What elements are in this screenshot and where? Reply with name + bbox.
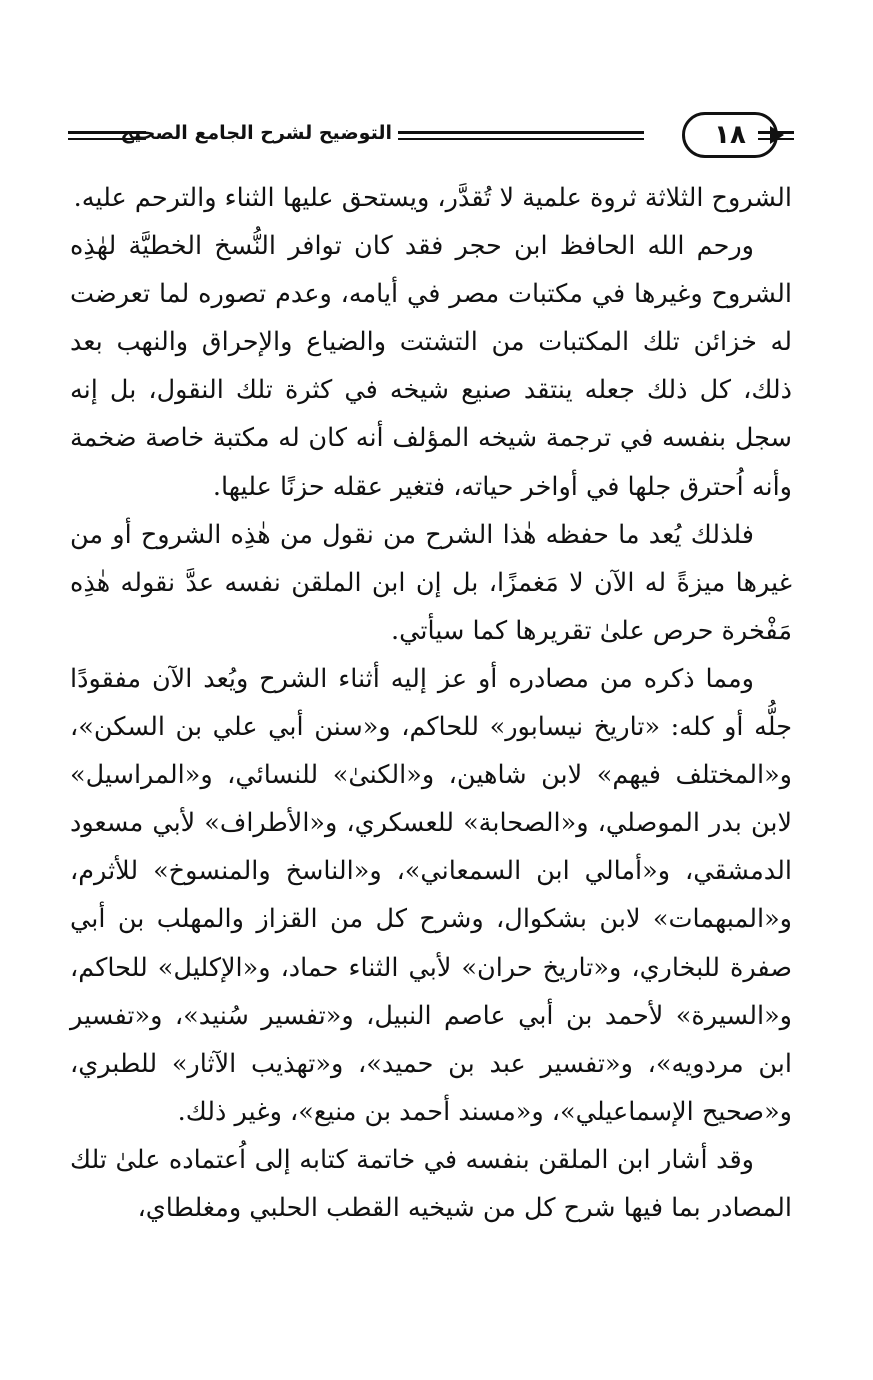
paragraph: ورحم الله الحافظ ابن حجر فقد كان توافر النُّسخ الخطيَّة لهٰذِه الشروح وغيرها في مكتبات مصر في أيامه، وعدم تصوره لما تعرضت له خزائن تلك المكتبات من التشتت والضياع والإحراق والنهب بعد ذلك، كل ذلك جعله ينتقد صنيع شيخه في كثرة تلك النقول، بل إنه سجل بنفسه في ترجمة شيخه المؤلف أنه كان له مكتبة خاصة ضخمة وأنه اُحترق جلها في أواخر حياته، فتغير عقله حزنًا عليها.: [70, 231, 792, 502]
page-header: [68, 112, 794, 162]
header-rule-right: [758, 131, 794, 140]
header-rule-middle: [398, 131, 644, 140]
running-title: التوضيح لشرح الجامع الصحيح: [120, 122, 392, 144]
body-text: [70, 174, 792, 1232]
paragraph: ومما ذكره من مصادره أو عز إليه أثناء الشرح ويُعد الآن مفقودًا جلُّه أو كله: «تاريخ نيسابور» للحاكم، و«سنن أبي علي بن السكن»، و«المختلف فيهم» لابن شاهين، و«الكنىٰ» للنسائي، و«المراسيل» لابن بدر الموصلي، و«الصحابة» للعسكري، و«الأطراف» لأبي مسعود الدمشقي، و«أمالي ابن السمعاني»، و«الناسخ والمنسوخ» للأثرم، و«المبهمات» لابن بشكوال، وشرح كل من القزاز والمهلب بن أبي صفرة للبخاري، و«تاريخ حران» لأبي الثناء حماد، و«الإكليل» للحاكم، و«السيرة» لأحمد بن أبي عاصم النبيل، و«تفسير سُنيد»، و«تفسير ابن مردويه»، و«تفسير عبد بن حميد»، و«تهذيب الآثار» للطبري، و«صحيح الإسماعيلي»، و«مسند أحمد بن منيع»، وغير ذلك.: [70, 663, 792, 1127]
paragraph: الشروح الثلاثة ثروة علمية لا تُقدَّر، ويستحق عليها الثناء والترحم عليه.: [73, 183, 792, 213]
paragraph: فلذلك يُعد ما حفظه هٰذا الشرح من نقول من هٰذِه الشروح أو من غيرها ميزةً له الآن لا مَغمزًا، بل إن ابن الملقن نفسه عدَّ نقوله هٰذِه مَفْخرة حرص علىٰ تقريرها كما سيأتي.: [70, 519, 792, 646]
paragraph: وقد أشار ابن الملقن بنفسه في خاتمة كتابه إلى اُعتماده علىٰ تلك المصادر بما فيها شرح كل من شيخيه القطب الحلبي ومغلطاي،: [70, 1144, 792, 1223]
page-number: ١٨: [682, 112, 778, 158]
